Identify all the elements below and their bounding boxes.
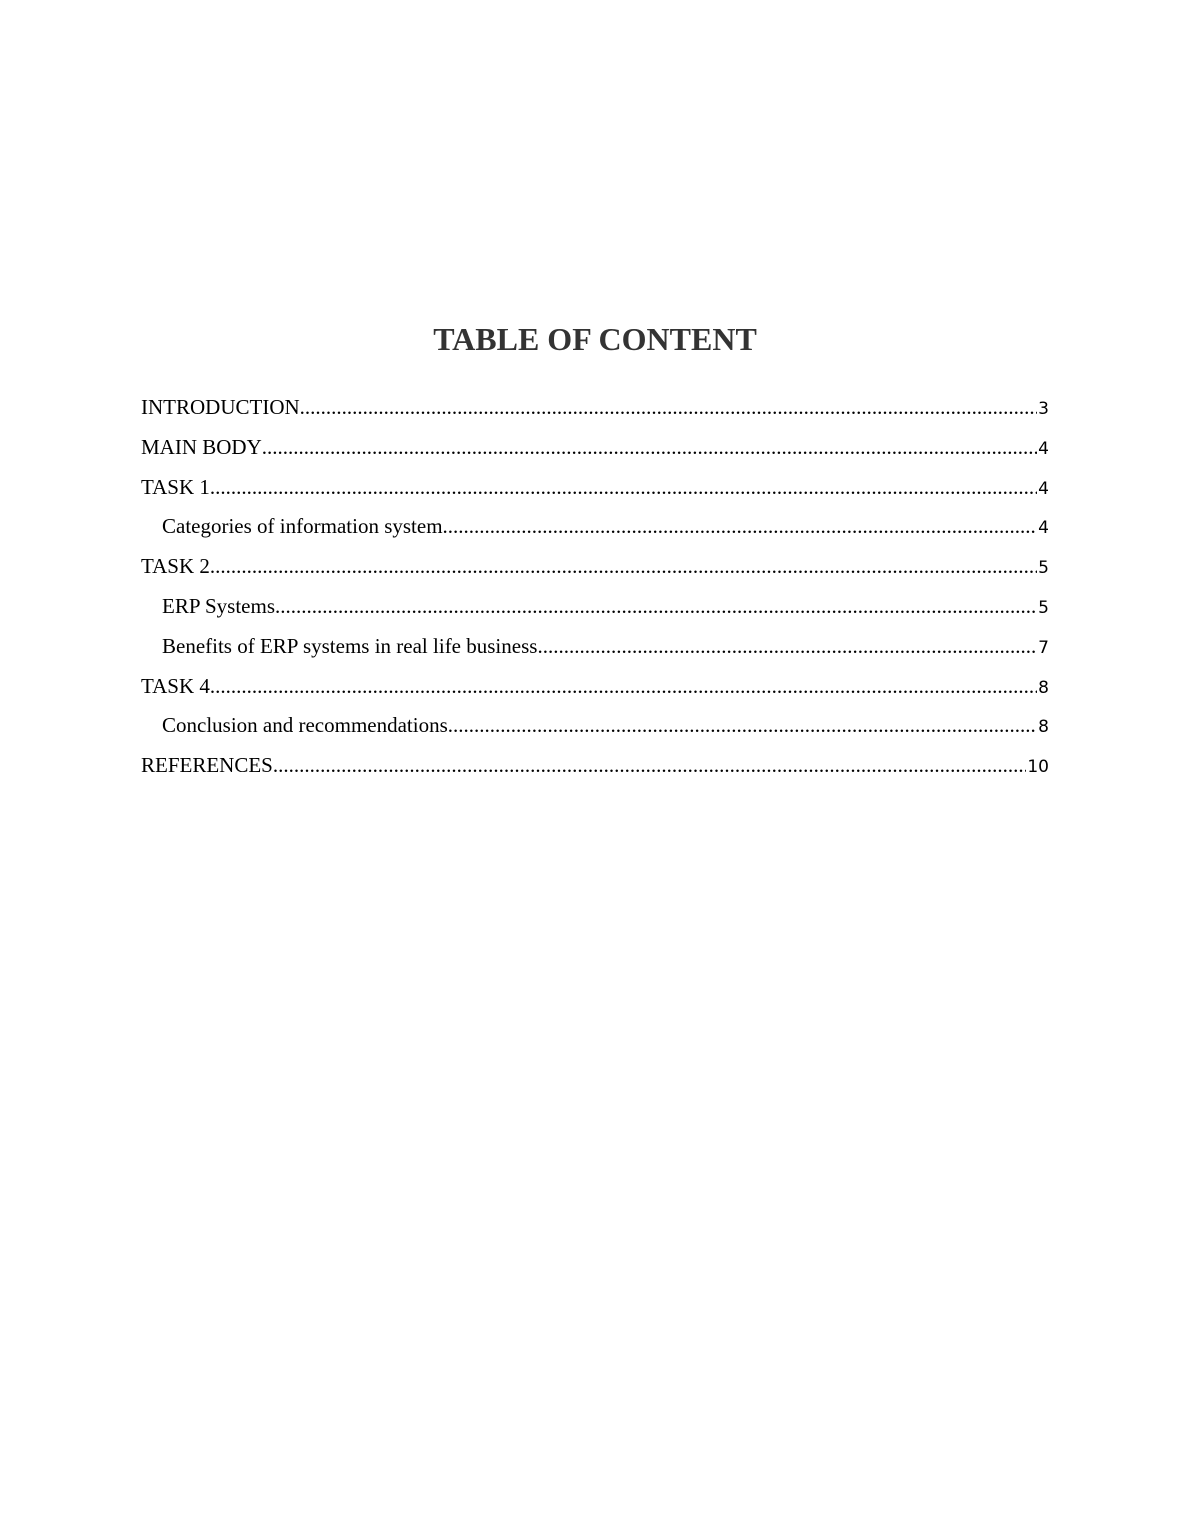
toc-entry-page: 10 [1027,757,1049,778]
toc-entry-conclusion-and-recommendations[interactable] [141,710,1049,750]
toc-entry-label: TASK 4 [141,673,210,698]
toc-entry-page: 7 [1038,637,1049,658]
toc-entry-references[interactable] [141,750,1049,790]
toc-entry-page: 8 [1038,717,1049,738]
toc-entry-erp-systems[interactable] [141,591,1049,631]
toc-entry-label: TASK 2 [141,554,210,579]
toc-entry-benefits-of-erp-systems[interactable] [141,631,1049,671]
toc-list [141,392,1049,790]
toc-entry-task-1[interactable] [141,472,1049,512]
toc-dot-leader [537,631,1037,661]
toc-dot-leader [300,392,1038,422]
toc-dot-leader [443,511,1038,541]
toc-entry-label: INTRODUCTION [141,395,300,419]
toc-entry-label: Benefits of ERP systems in real life business [162,633,538,658]
toc-dot-leader [275,591,1037,621]
toc-entry-categories-of-information-system[interactable] [141,511,1049,551]
toc-entry-task-4[interactable] [141,671,1049,711]
toc-dot-leader [210,671,1037,701]
toc-entry-label: Conclusion and recommendations [162,713,448,738]
toc-dot-leader [448,710,1037,740]
toc-dot-leader [262,432,1037,462]
toc-entry-main-body[interactable] [141,432,1049,472]
toc-entry-page: 5 [1038,597,1049,618]
toc-entry-page: 4 [1038,478,1049,499]
toc-entry-page: 4 [1038,438,1049,459]
toc-dot-leader [210,472,1037,502]
toc-dot-leader [273,750,1027,780]
toc-entry-label: MAIN BODY [141,434,262,459]
toc-entry-page: 5 [1038,558,1049,579]
toc-title: TABLE OF CONTENT [433,321,757,357]
toc-entry-label: Categories of information system [162,514,443,539]
toc-entry-label: ERP Systems [162,593,275,618]
toc-entry-label: TASK 1 [141,474,210,499]
toc-entry-introduction[interactable] [141,392,1049,432]
toc-entry-task-2[interactable] [141,551,1049,591]
toc-entry-label: REFERENCES [141,753,273,778]
toc-entry-page: 4 [1038,518,1049,539]
toc-entry-page: 3 [1038,399,1049,419]
toc-entry-page: 8 [1038,677,1049,698]
toc-dot-leader [210,551,1037,581]
